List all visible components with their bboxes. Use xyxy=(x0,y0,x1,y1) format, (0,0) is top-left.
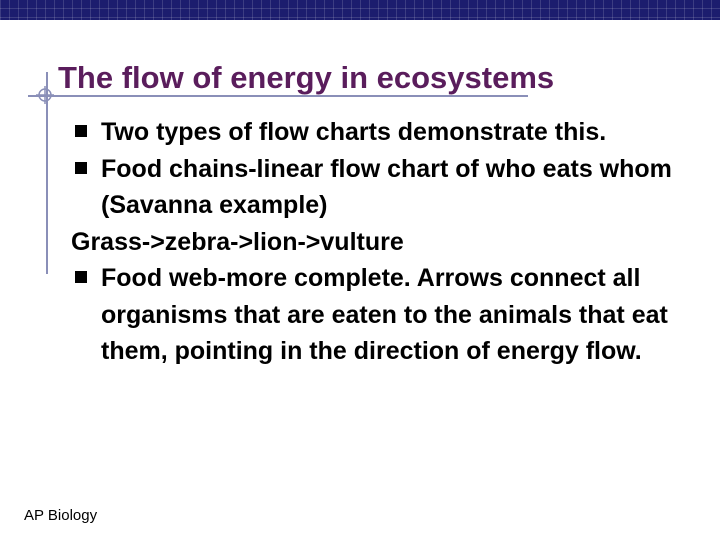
bullet-text: Food web-more complete. Arrows connect all organisms that are eaten to the animals that eat them, pointing in the direction of energy flow. xyxy=(101,264,668,365)
crosshair-icon xyxy=(36,86,54,104)
footer-label: AP Biology xyxy=(24,507,98,524)
top-decorative-band xyxy=(0,0,720,20)
bullet-text: Food chains-linear flow chart of who eats whom (Savanna example) xyxy=(101,154,672,219)
food-chain-example: Grass->zebra->lion->vulture xyxy=(71,227,404,256)
square-bullet-icon xyxy=(75,162,87,174)
bullet-item xyxy=(75,114,705,151)
square-bullet-icon xyxy=(75,271,87,283)
slide-title: The flow of energy in ecosystems xyxy=(58,60,555,95)
bullet-item xyxy=(75,151,705,224)
slide-content xyxy=(71,114,705,370)
bullet-item xyxy=(75,260,705,370)
bullet-text: Two types of flow charts demonstrate this. xyxy=(101,118,607,146)
square-bullet-icon xyxy=(75,125,87,137)
